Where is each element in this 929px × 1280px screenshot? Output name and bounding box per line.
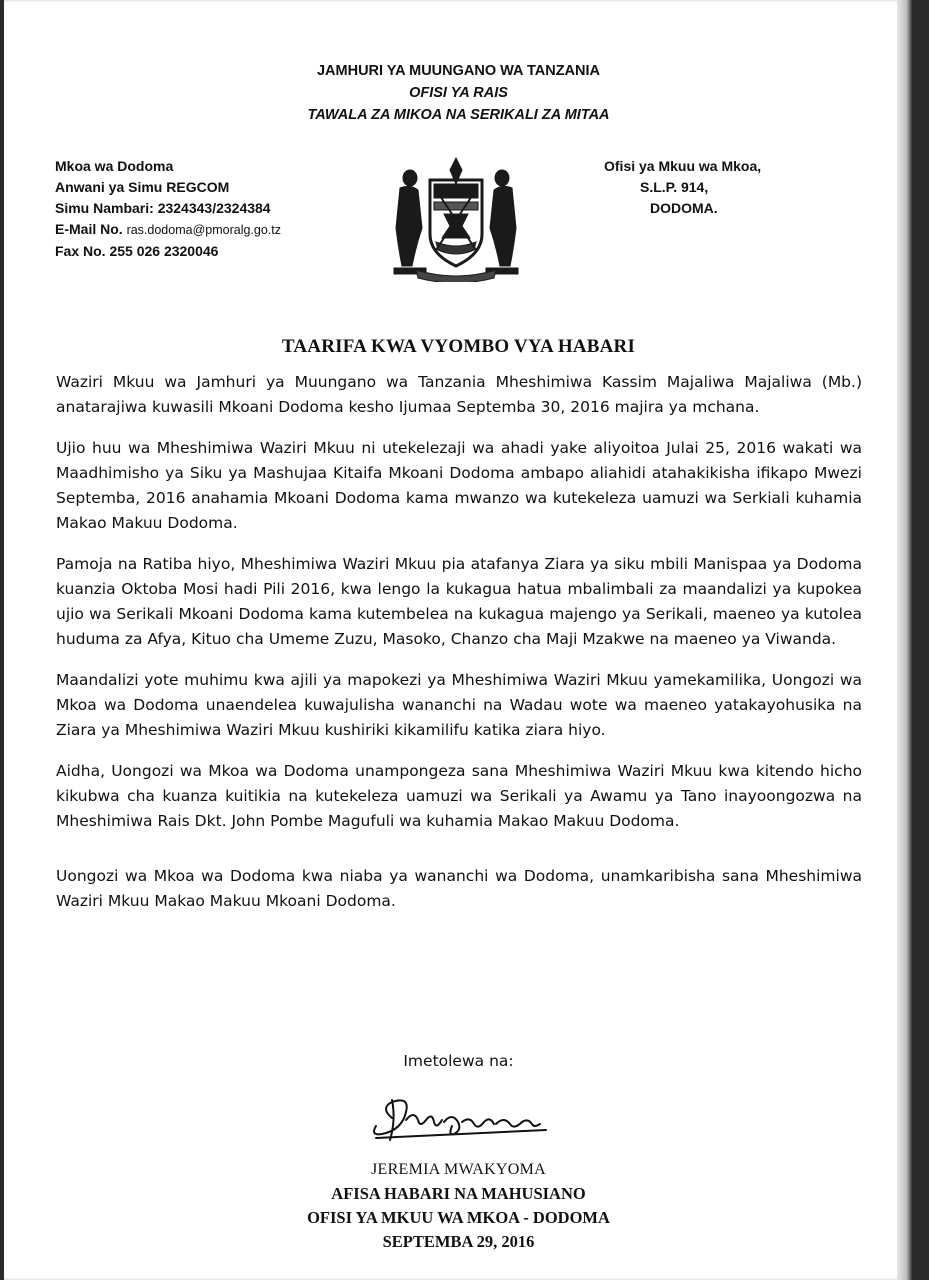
handwritten-signature-icon bbox=[362, 1090, 562, 1150]
contact-right bbox=[604, 156, 761, 219]
office-city: DODOMA. bbox=[650, 200, 718, 216]
contact-email bbox=[55, 219, 281, 241]
letterhead bbox=[4, 60, 913, 126]
paragraph: Maandalizi yote muhimu kwa ajili ya mapokezi ya Mheshimiwa Waziri Mkuu yamekamilika, Uongozi wa Mkoa wa Dodoma unaendelea kuwajulisha wananchi na Wadau wote wa maeneo yatakayohusika na Ziara ya Mheshimiwa Waziri Mkuu kushiriki kikamilifu katika ziara hiyo. bbox=[56, 671, 862, 739]
contact-region: Mkoa wa Dodoma bbox=[55, 158, 174, 174]
paragraph: Aidha, Uongozi wa Mkoa wa Dodoma unampongeza sana Mheshimiwa Waziri Mkuu kwa kitendo hicho kikubwa cha kuanza kuitikia na kutekeleza uamuzi wa Serikali ya Awamu ya Tano inayoongozwa na Mheshimiwa Rais Dkt. John Pombe Magufuli wa kuhamia Makao Makuu Dodoma. bbox=[56, 762, 862, 830]
paragraph: Waziri Mkuu wa Jamhuri ya Muungano wa Tanzania Mheshimiwa Kassim Majaliwa Majaliwa (Mb.) anatarajiwa kuwasili Mkoani Dodoma kesho Ijumaa Septemba 30, 2016 majira ya mchana. bbox=[56, 373, 862, 416]
signatory-office: OFISI YA MKUU WA MKOA - DODOMA bbox=[307, 1208, 610, 1227]
contact-left bbox=[55, 156, 281, 262]
contact-telegram: Anwani ya Simu REGCOM bbox=[55, 179, 230, 195]
email-label: E-Mail No. bbox=[55, 221, 123, 237]
document-date: SEPTEMBA 29, 2016 bbox=[382, 1232, 535, 1251]
signatory-name: JEREMIA MWAKYOMA bbox=[370, 1161, 547, 1178]
contact-fax: Fax No. 255 026 2320046 bbox=[55, 243, 219, 259]
paragraph: Ujio huu wa Mheshimiwa Waziri Mkuu ni utekelezaji wa ahadi yake aliyoitoa Julai 25, 2016 wakati wa Maadhimisho ya Siku ya Mashujaa Kitaifa Mkoani Dodoma ambapo aliahidi atahakikisha ifikapo Mwezi Septemba, 2016 anahamia Mkoani Dodoma kama mwanzo wa kutekeleza uamuzi wa Serkiali kuhamia Makao Makuu Dodoma. bbox=[56, 439, 862, 532]
tanzania-coat-of-arms-icon bbox=[386, 150, 526, 282]
email-value: ras.dodoma@pmoralg.go.tz bbox=[126, 223, 281, 237]
issued-by-label: Imetolewa na: bbox=[403, 1052, 514, 1070]
signatory-position: AFISA HABARI NA MAHUSIANO bbox=[331, 1184, 586, 1203]
page-edge bbox=[897, 0, 913, 1280]
document-body bbox=[56, 370, 862, 930]
header-office: OFISI YA RAIS bbox=[409, 85, 508, 101]
header-country: JAMHURI YA MUUNGANO WA TANZANIA bbox=[316, 63, 601, 79]
office-name: Ofisi ya Mkuu wa Mkoa, bbox=[604, 158, 762, 174]
header-department: TAWALA ZA MIKOA NA SERIKALI ZA MITAA bbox=[307, 107, 610, 123]
paragraph: Pamoja na Ratiba hiyo, Mheshimiwa Waziri Mkuu pia atafanya Ziara ya siku mbili Manispaa ya Dodoma kuanzia Oktoba Mosi hadi Pili 2016, kwa lengo la kukagua hatua mbalimbali za maandalizi ya kupokea ujio wa Serikali Mkoani Dodoma kama kutembelea na kukagua majengo ya Serikali, maeneo ya kutolea huduma za Afya, Kituo cha Umeme Zuzu, Masoko, Chanzo cha Maji Mzakwe na maeneo ya Viwanda. bbox=[56, 555, 862, 648]
signatory-block bbox=[4, 1158, 913, 1254]
document-page bbox=[4, 0, 913, 1280]
po-box: S.L.P. 914, bbox=[640, 179, 709, 195]
document-title: TAARIFA KWA VYOMBO VYA HABARI bbox=[281, 336, 636, 357]
contact-phone: Simu Nambari: 2324343/2324384 bbox=[55, 200, 271, 216]
paragraph: Uongozi wa Mkoa wa Dodoma kwa niaba ya wananchi wa Dodoma, unamkaribisha sana Mheshimiwa Waziri Mkuu Makao Makuu Mkoani Dodoma. bbox=[56, 867, 862, 910]
